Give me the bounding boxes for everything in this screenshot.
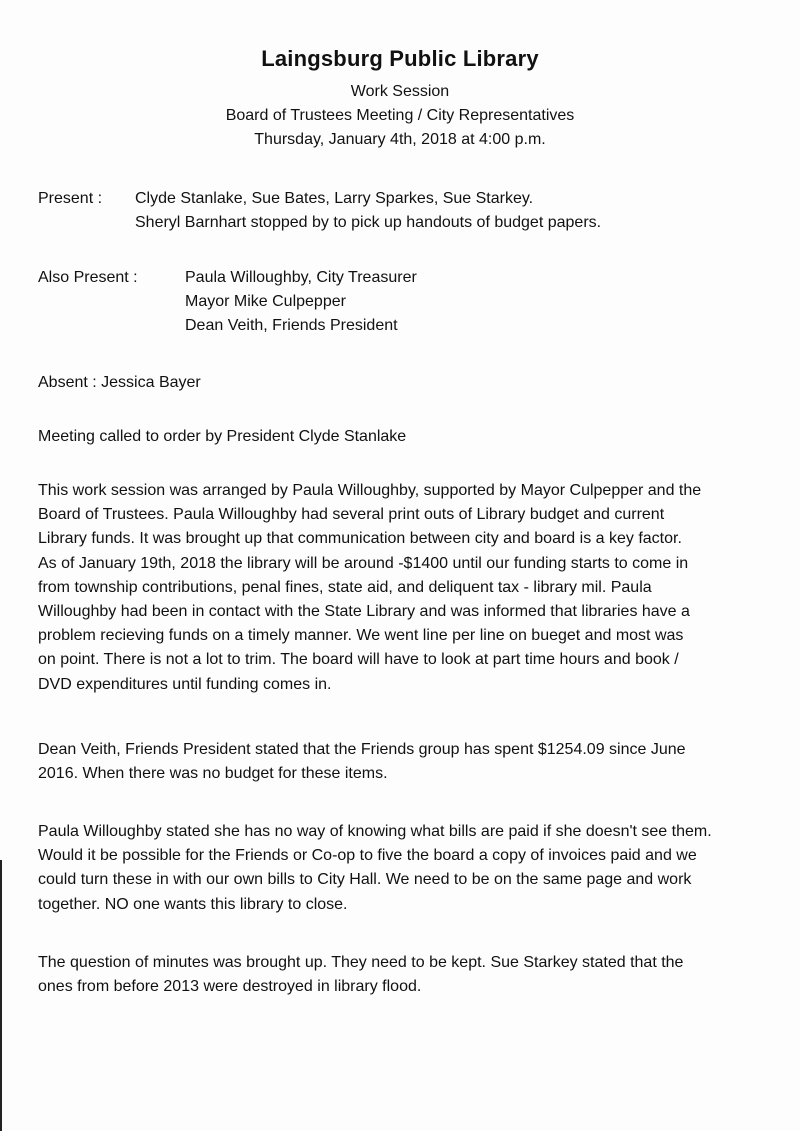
meeting-date: Thursday, January 4th, 2018 at 4:00 p.m. xyxy=(254,131,546,148)
paragraph-work-session xyxy=(38,479,763,697)
paragraph-line: As of January 19th, 2018 the library will be around -$1400 until our funding starts to come in xyxy=(38,554,689,572)
paragraph-line: from township contributions, penal fines, state aid, and deliquent tax - library mil. Paula xyxy=(38,578,652,596)
paragraph-line: on point. There is not a lot to trim. The board will have to look at part time hours and book / xyxy=(38,651,679,669)
document-title: Laingsburg Public Library xyxy=(261,46,539,71)
also-present-label: Also Present : xyxy=(38,269,138,286)
present-label: Present : xyxy=(38,190,103,207)
session-type: Work Session xyxy=(350,83,450,100)
paragraph-line: problem recieving funds on a timely manner. We went line per line on bueget and most was xyxy=(38,627,684,645)
present-line: Sheryl Barnhart stopped by to pick up handouts of budget papers. xyxy=(135,214,602,231)
paragraph-line: together. NO one wants this library to close. xyxy=(38,895,348,913)
also-present-line: Paula Willoughby, City Treasurer xyxy=(185,269,417,286)
paragraph-line: Board of Trustees. Paula Willoughby had several print outs of Library budget and current xyxy=(38,506,665,524)
paragraph-line: Library funds. It was brought up that communication between city and board is a key factor. xyxy=(38,530,682,548)
paragraph-line: Paula Willoughby stated she has no way of knowing what bills are paid if she doesn't see them. xyxy=(38,823,712,840)
document-header xyxy=(0,46,800,152)
called-to-order-line: Meeting called to order by President Clyde Stanlake xyxy=(38,428,407,445)
also-present-line: Mayor Mike Culpepper xyxy=(185,293,346,310)
paragraph-line: could turn these in with our own bills to City Hall. We need to be on the same page and work xyxy=(38,871,692,889)
paragraph-line: This work session was arranged by Paula Willoughby, supported by Mayor Culpepper and the xyxy=(38,482,702,499)
also-present-line: Dean Veith, Friends President xyxy=(185,317,398,334)
paragraph-friends-spending xyxy=(38,738,763,786)
meeting-name: Board of Trustees Meeting / City Representatives xyxy=(225,107,575,124)
present-line: Clyde Stanlake, Sue Bates, Larry Sparkes, Sue Starkey. xyxy=(135,190,534,207)
paragraph-line: Would it be possible for the Friends or Co-op to five the board a copy of invoices paid and we xyxy=(38,847,697,865)
also-present-section xyxy=(38,266,417,338)
absent-line: Absent : Jessica Bayer xyxy=(38,374,201,391)
paragraph-line: Dean Veith, Friends President stated that the Friends group has spent $1254.09 since June xyxy=(38,741,686,758)
paragraph-line: 2016. When there was no budget for these items. xyxy=(38,765,388,783)
paragraph-minutes xyxy=(38,951,763,999)
paragraph-line: DVD expenditures until funding comes in. xyxy=(38,675,332,693)
paragraph-line: ones from before 2013 were destroyed in library flood. xyxy=(38,978,422,996)
paragraph-invoices xyxy=(38,820,763,917)
scan-edge-line xyxy=(0,860,2,1131)
present-section xyxy=(38,187,601,235)
paragraph-line: Willoughby had been in contact with the State Library and was informed that libraries have a xyxy=(38,603,690,621)
paragraph-line: The question of minutes was brought up. They need to be kept. Sue Starkey stated that the xyxy=(38,954,684,971)
